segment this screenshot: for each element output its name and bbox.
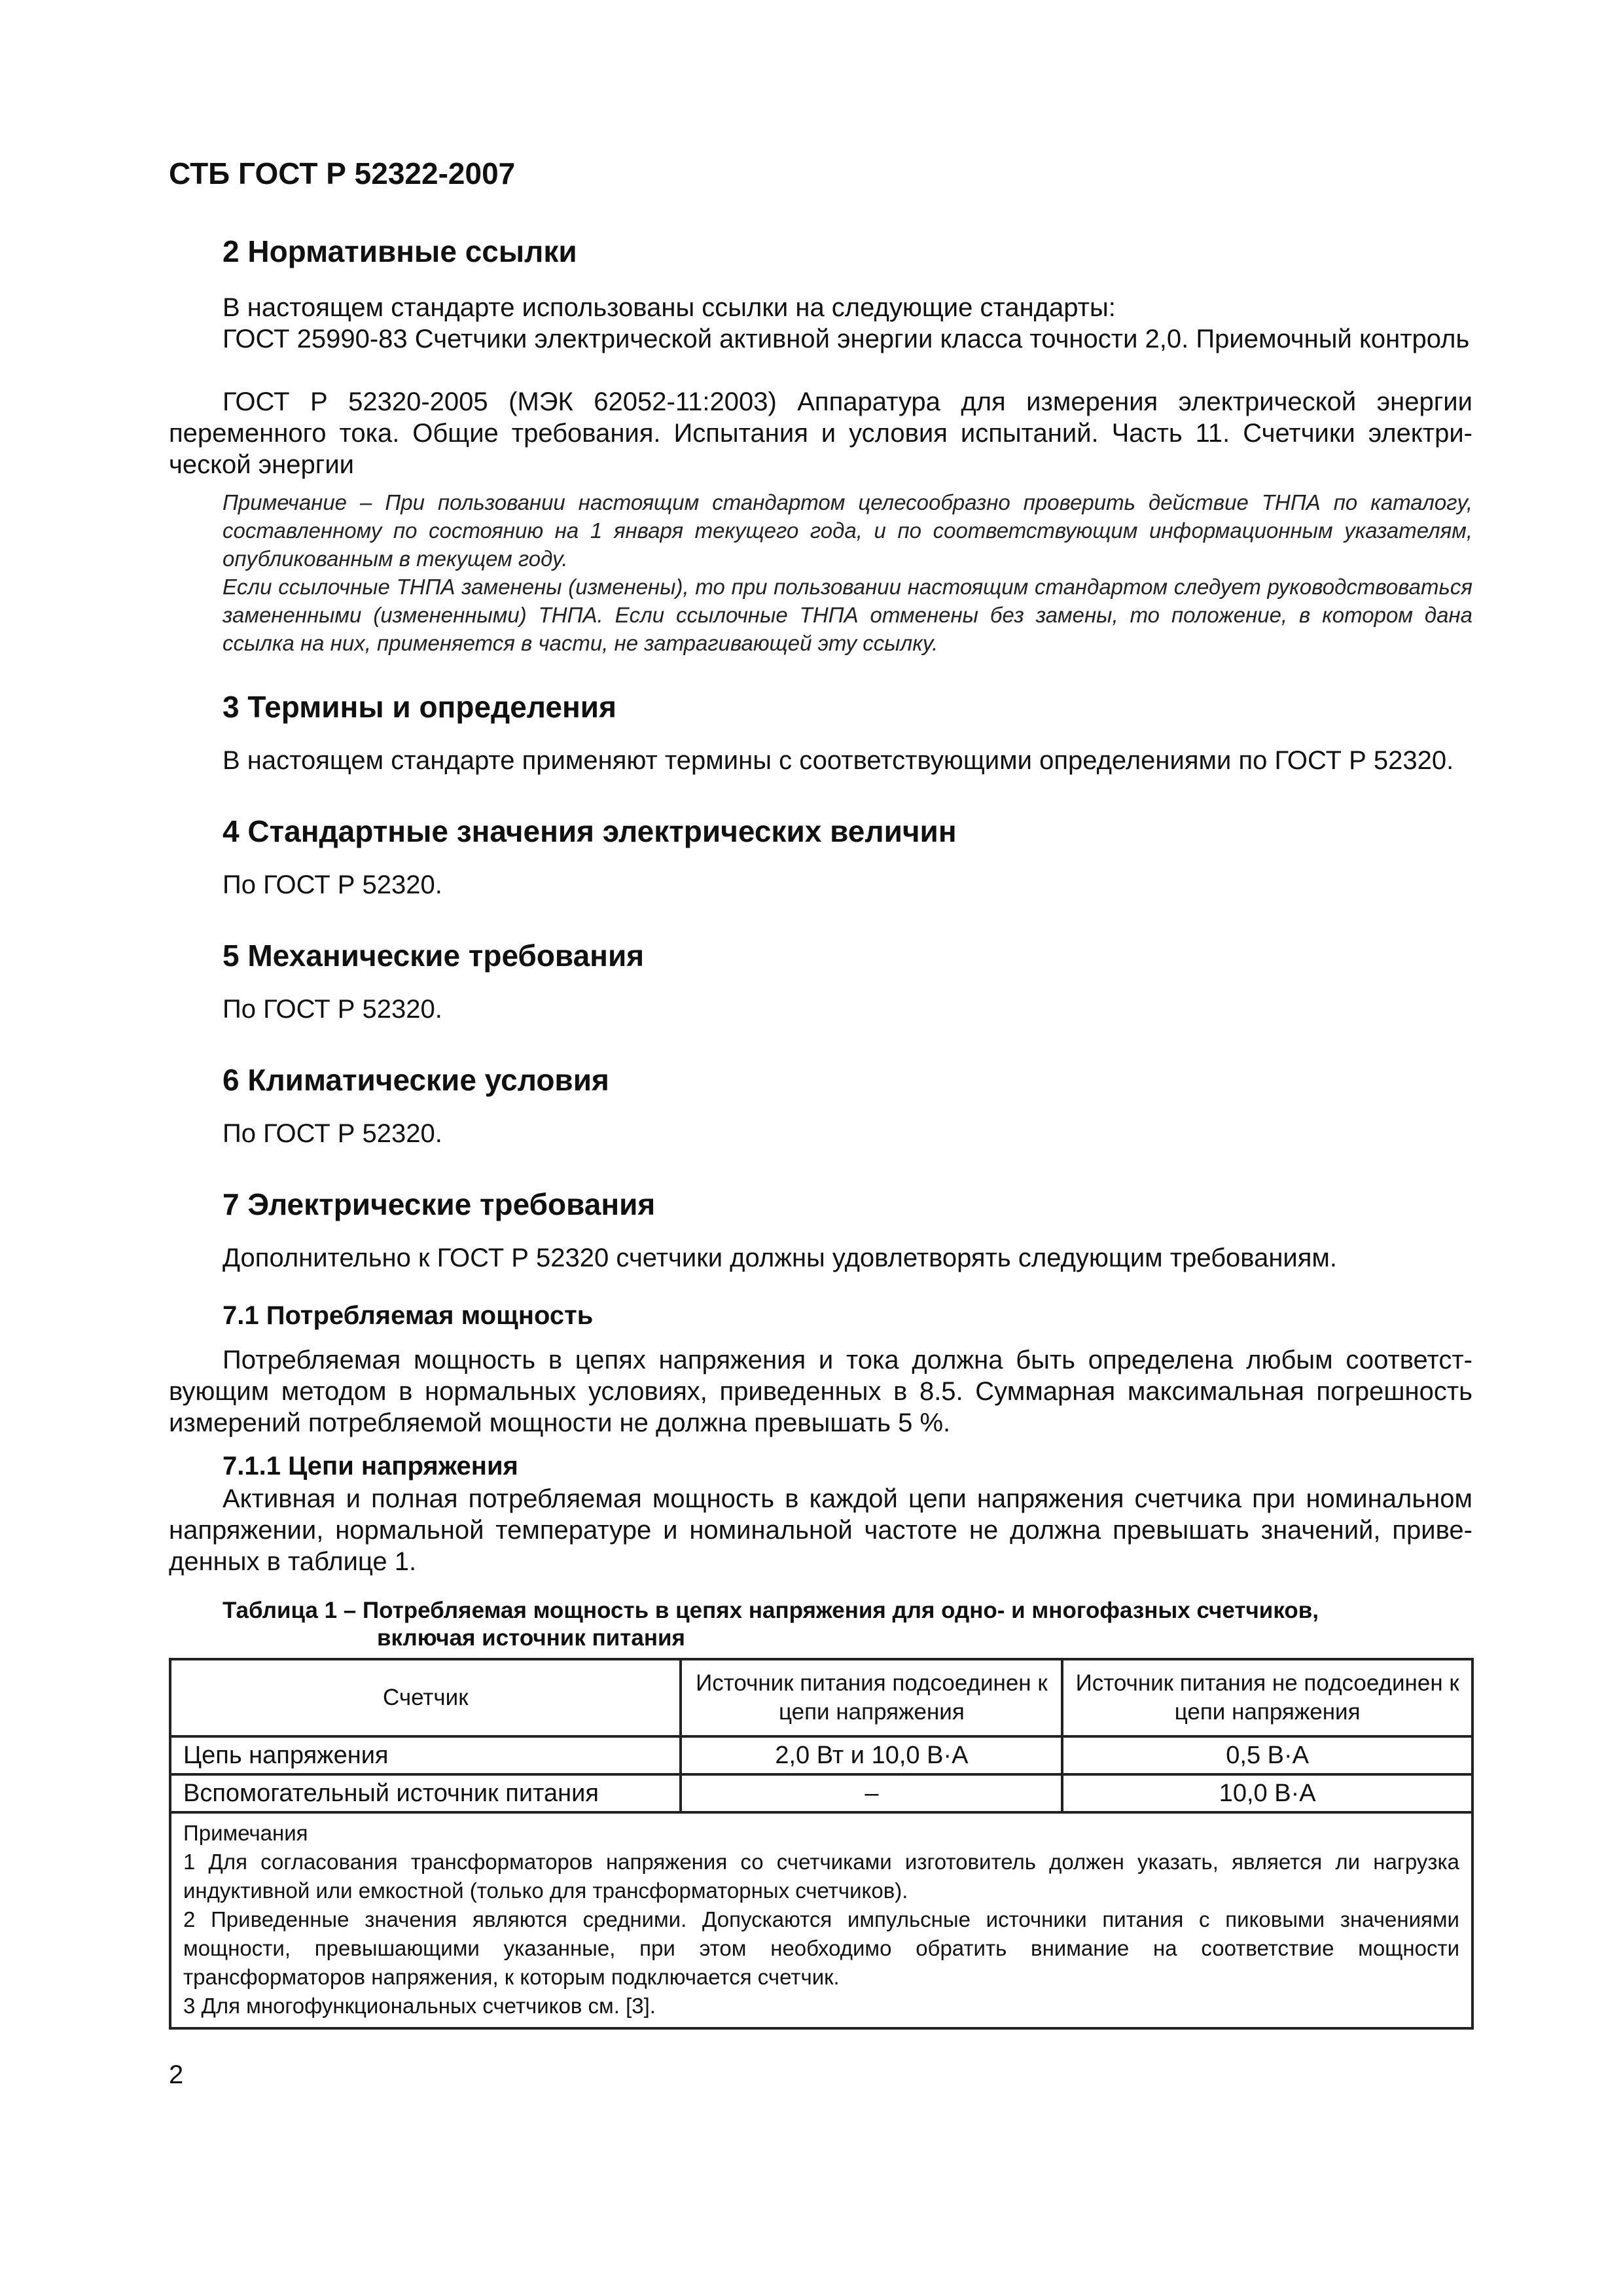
note-tnpa-replaced: Если ссылочные ТНПА заменены (изменены), то при пользовании настоящим стандартом следует руководствоваться замененными (измененными) ТНПА. Если ссылочные ТНПА отменены без замены, то положение, в котором дана ссылка на них, применяется в части, не затрагивающей эту ссылку. (223, 575, 1472, 655)
table-note-3: 3 Для многофункциональных счетчиков см. [3]. (183, 1994, 656, 2018)
section-7-text: Дополнительно к ГОСТ Р 52320 счетчики должны удовлетворять следующим требованиям. (223, 1244, 1338, 1272)
section-2-intro: В настоящем стандарте использованы ссылки на следующие стандарты: (223, 293, 1116, 322)
table-1-caption-line2: включая источник питания (377, 1625, 685, 1651)
section-3-heading: 3 Термины и определения (223, 690, 616, 724)
table-cell: 0,5 В·А (1062, 1736, 1472, 1774)
table-row (170, 1736, 1472, 1774)
table-cell: Вспомогательный источник питания (170, 1774, 681, 1812)
table-header-not-connected: Источник питания не подсоединен к цепи напряжения (1062, 1659, 1472, 1736)
table-cell: Цепь напряжения (170, 1736, 681, 1774)
table-notes-row (170, 1812, 1472, 2028)
section-3-text: В настоящем стандарте применяют термины с соответствующими определениями по ГОСТ Р 52320. (223, 746, 1454, 775)
table-cell: – (681, 1774, 1062, 1812)
subsection-7-1-1-text: Активная и полная потребляемая мощность в каждой цепи напряжения счетчика при номинальном напряжении, нормальной температуре и номинальной частоте не должна превышать значений, приведенных в таблице 1. (169, 1484, 1472, 1576)
section-2-heading: 2 Нормативные ссылки (223, 234, 577, 268)
reference-gost-25990: ГОСТ 25990-83 Счетчики электрической активной энергии класса точности 2,0. Приемочный контроль (223, 325, 1470, 353)
section-7-heading: 7 Электрические требования (223, 1187, 656, 1221)
section-5-text: По ГОСТ Р 52320. (223, 995, 442, 1024)
section-4-text: По ГОСТ Р 52320. (223, 870, 442, 899)
section-6-text: По ГОСТ Р 52320. (223, 1119, 442, 1148)
reference-gost-52320: ГОСТ Р 52320-2005 (МЭК 62052-11:2003) Аппаратура для измерения электрической энергии переменного тока. Общие требования. Испытания и условия испытаний. Часть 11. Счетчики электрической энергии (169, 387, 1472, 479)
section-4-heading: 4 Стандартные значения электрических величин (223, 814, 957, 848)
section-5-heading: 5 Механические требования (223, 939, 645, 973)
table-header-row (170, 1659, 1472, 1736)
table-header-connected: Источник питания подсоединен к цепи напряжения (681, 1659, 1062, 1736)
subsection-7-1-text: Потребляемая мощность в цепях напряжения и тока должна быть определена любым соответствующим методом в нормальных условиях, приведенных в 8.5. Суммарная максимальная погрешность измерений потребляемой мощности не должна превышать 5 %. (169, 1346, 1472, 1437)
table-cell: 2,0 Вт и 10,0 В·А (681, 1736, 1062, 1774)
table-row (170, 1774, 1472, 1812)
table-header-meter: Счетчик (170, 1659, 681, 1736)
subsection-7-1-heading: 7.1 Потребляемая мощность (223, 1301, 594, 1330)
subsection-7-1-1-heading: 7.1.1 Цепи напряжения (223, 1452, 518, 1480)
table-cell: 10,0 В·А (1062, 1774, 1472, 1812)
table-1-caption-line1: Таблица 1 – Потребляемая мощность в цепях напряжения для одно- и многофазных счетчиков, (223, 1598, 1319, 1623)
table-note-2: 2 Приведенные значения являются средними. Допускаются импульсные источники питания с пиковыми значениями мощности, превышающими указанные, при этом необходимо обратить внимание на соответствие мощности трансформаторов напряжения, к которым подключается счетчик. (183, 1907, 1459, 1989)
section-6-heading: 6 Климатические условия (223, 1063, 609, 1097)
table-note-1: 1 Для согласования трансформаторов напряжения со счетчиками изготовитель должен указать, является ли нагрузка индуктивной или емкостной (только для трансформаторных счетчиков). (183, 1850, 1459, 1903)
table-1 (169, 1658, 1474, 2030)
table-1-caption (223, 1597, 1466, 1652)
page-number: 2 (169, 2060, 184, 2089)
table-notes (170, 1812, 1472, 2028)
note-tnpa-check: Примечание – При пользовании настоящим стандартом целесообразно проверить действие ТНПА по каталогу, составленному по состоянию на 1 января текущего года, и по соответствующим информационным указателям, опубликованным в текущем году. (223, 490, 1472, 571)
table-notes-title: Примечания (183, 1821, 308, 1845)
document-title: СТБ ГОСТ Р 52322-2007 (169, 156, 516, 190)
